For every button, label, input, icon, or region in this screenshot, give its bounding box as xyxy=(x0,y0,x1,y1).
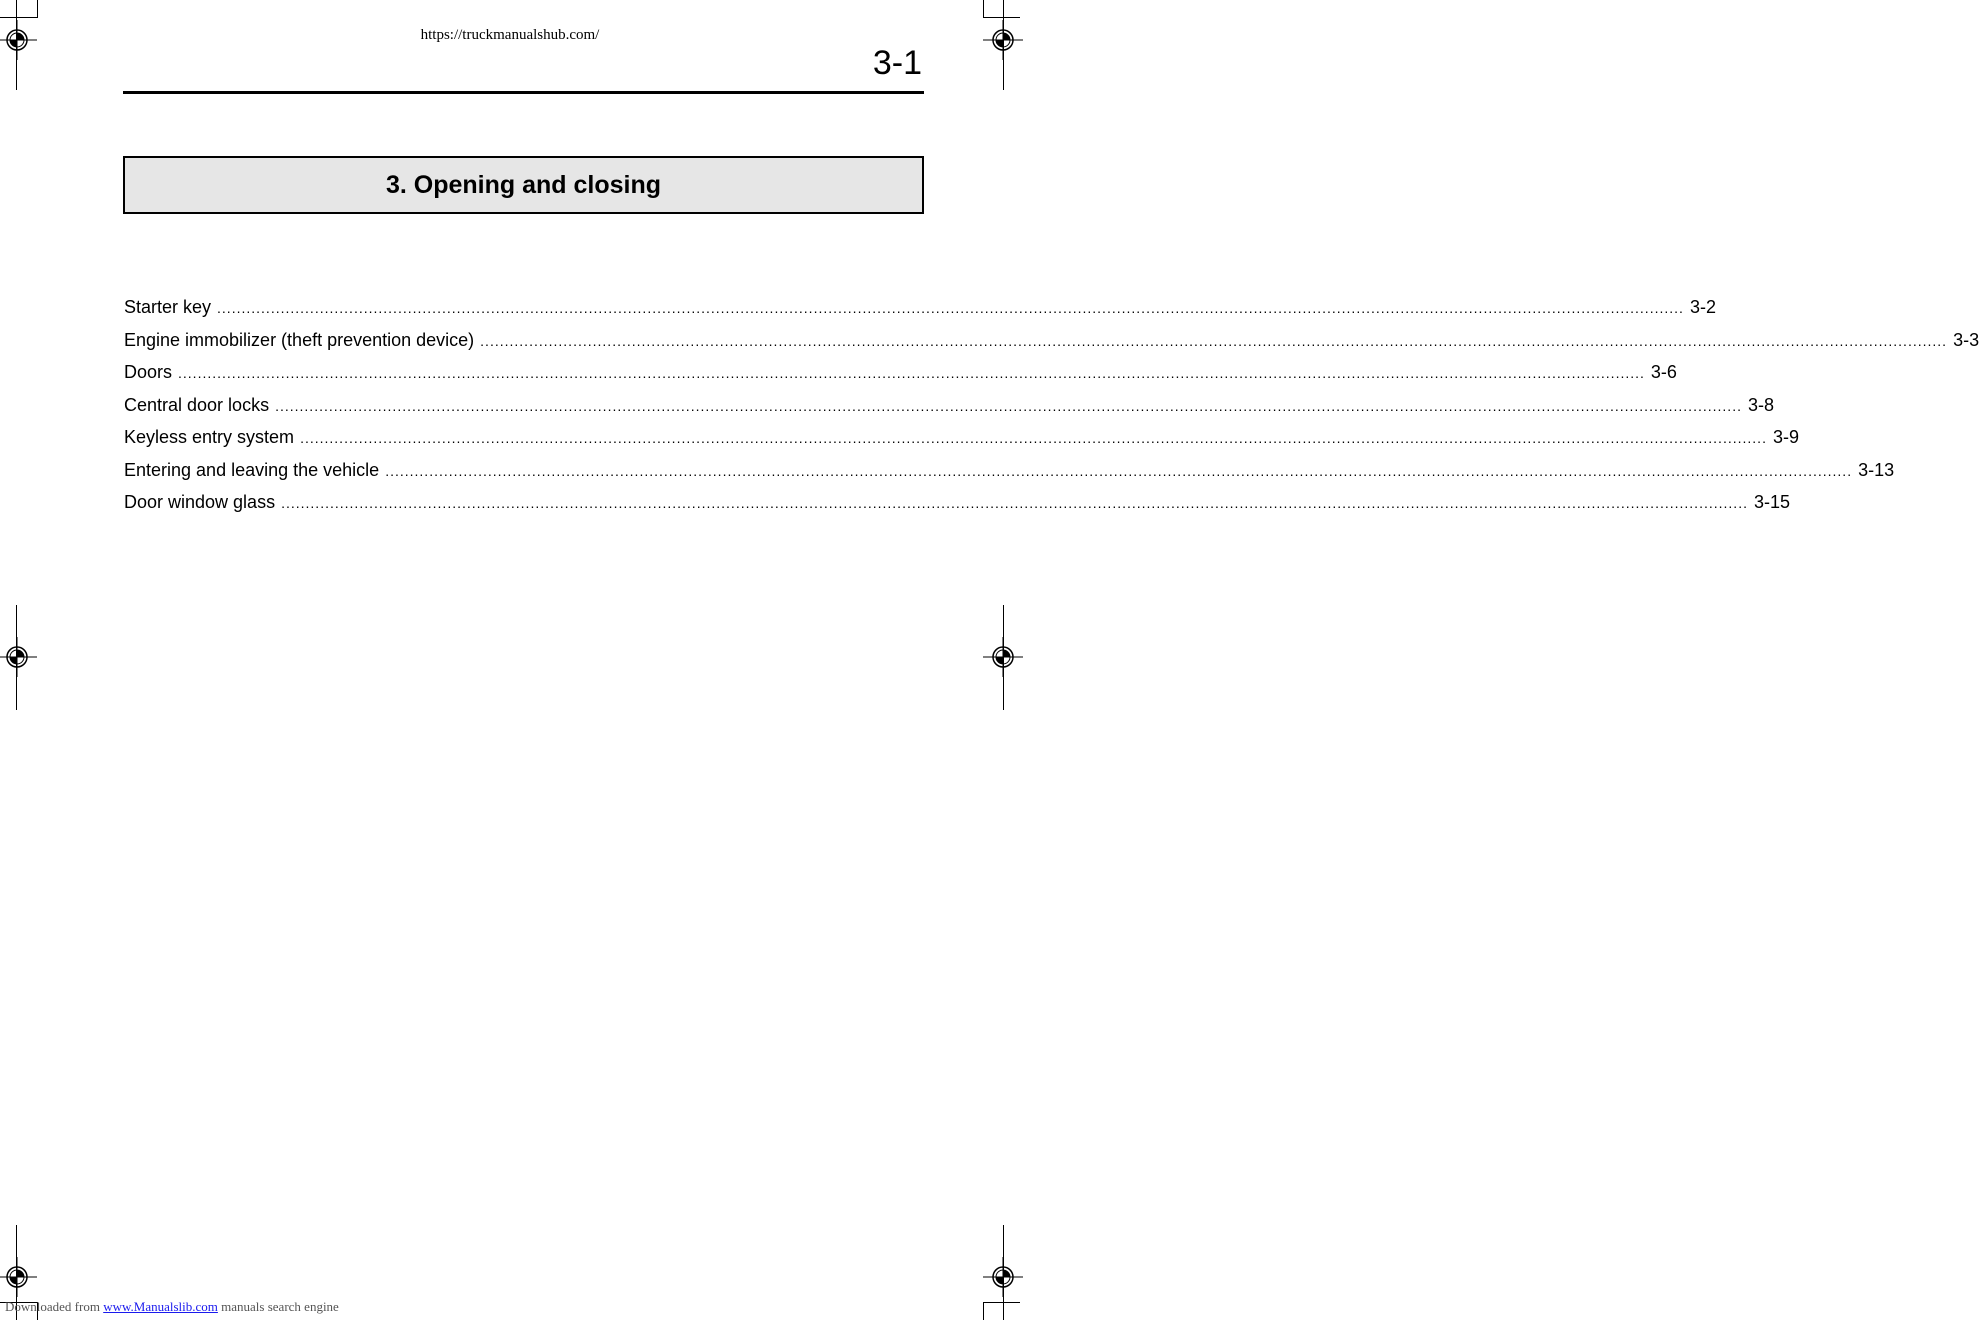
crop-line-top-left-v xyxy=(37,0,38,18)
toc-leader-dots: ............................................................................................................................................................................................................................................................................................................ xyxy=(385,462,1853,479)
toc-entry-page: 3-15 xyxy=(1753,492,1791,512)
toc-entry[interactable] xyxy=(124,329,1979,363)
page-number: 3-1 xyxy=(872,44,922,82)
footer-link[interactable]: www.Manualslib.com xyxy=(103,1299,218,1314)
crop-line-mid-right xyxy=(1003,605,1004,710)
crop-line-top-left-long xyxy=(16,0,17,90)
crop-line-mid-left xyxy=(16,605,17,710)
crop-line-bottom-right-long xyxy=(1003,1225,1004,1320)
toc-entry-page: 3-2 xyxy=(1689,297,1716,317)
toc-entry[interactable] xyxy=(124,427,1799,460)
toc-entry-label: Door window glass xyxy=(124,492,276,512)
toc-entry-label: Starter key xyxy=(124,297,212,317)
toc-entry[interactable] xyxy=(124,394,1774,428)
toc-entry[interactable] xyxy=(124,297,1716,330)
registration-crosshair-icon xyxy=(0,1257,37,1297)
toc-entry-label: Engine immobilizer (theft prevention device) xyxy=(124,329,475,350)
toc-entry-page: 3-6 xyxy=(1650,362,1677,382)
toc-leader-dots: ............................................................................................................................................................................................................................................................................................................ xyxy=(300,430,1767,446)
header-url[interactable]: https://truckmanualshub.com/ xyxy=(420,27,600,43)
toc-entry-page: 3-9 xyxy=(1772,427,1799,447)
toc-entry[interactable] xyxy=(124,362,1677,395)
header-rule xyxy=(123,91,924,94)
toc-entry-page: 3-3 xyxy=(1953,329,1979,350)
toc-entry-page: 3-13 xyxy=(1858,459,1895,480)
crop-line-top-right-h xyxy=(983,17,1020,18)
toc-entry-label: Entering and leaving the vehicle xyxy=(124,459,380,480)
toc-entry-label: Keyless entry system xyxy=(124,427,295,447)
toc-entry-label: Central door locks xyxy=(124,394,270,415)
crop-line-top-right-long xyxy=(1003,0,1004,90)
toc-leader-dots: ............................................................................................................................................................................................................................................................................................................ xyxy=(281,495,1748,511)
toc-leader-dots: ............................................................................................................................................................................................................................................................................................................ xyxy=(275,397,1742,414)
footer xyxy=(5,1299,339,1315)
table-of-contents xyxy=(124,297,1979,525)
toc-entry-label: Doors xyxy=(124,362,173,382)
toc-leader-dots: ............................................................................................................................................................................................................................................................................................................ xyxy=(217,300,1684,316)
chapter-title: 3. Opening and closing xyxy=(385,170,662,199)
crop-line-bottom-right-v xyxy=(983,1302,984,1320)
toc-leader-dots: ............................................................................................................................................................................................................................................................................................................ xyxy=(178,365,1645,381)
toc-entry[interactable] xyxy=(124,459,1895,493)
toc-entry[interactable] xyxy=(124,492,1791,525)
crop-line-top-right-v xyxy=(983,0,984,18)
crop-line-bottom-right-h xyxy=(983,1302,1020,1303)
registration-crosshair-icon xyxy=(0,637,37,677)
toc-entry-page: 3-8 xyxy=(1747,394,1774,415)
footer-suffix: manuals search engine xyxy=(221,1299,339,1314)
chapter-title-box xyxy=(123,156,924,214)
crop-line-top-left-h xyxy=(0,17,38,18)
toc-leader-dots: ............................................................................................................................................................................................................................................................................................................ xyxy=(480,332,1948,349)
footer-prefix: Downloaded from xyxy=(5,1299,100,1314)
